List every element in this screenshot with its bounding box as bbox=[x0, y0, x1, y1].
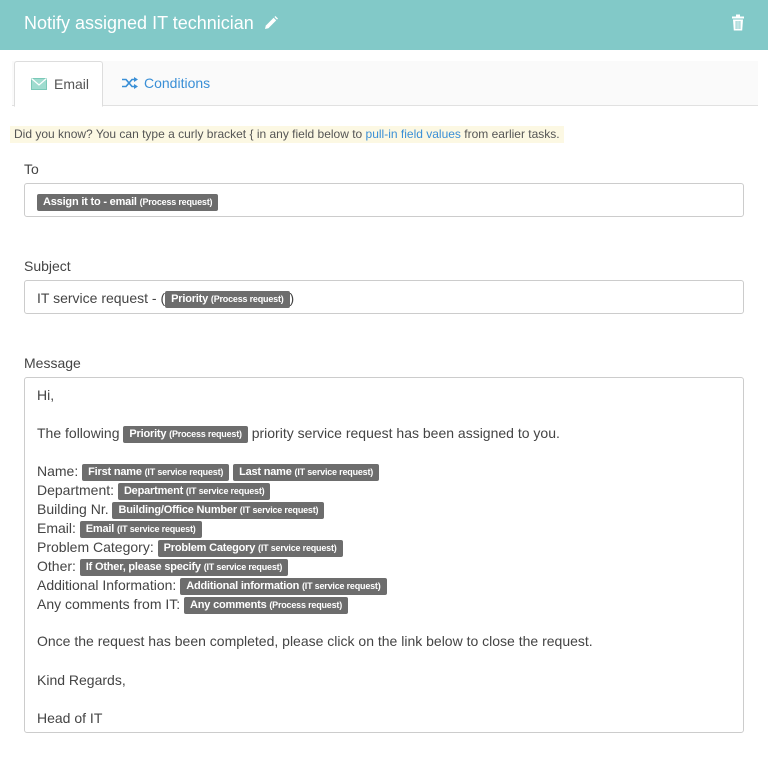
message-intro-after: priority service request has been assigned to you. bbox=[247, 425, 560, 441]
row-label: Any comments from IT: bbox=[37, 596, 181, 612]
row-label: Other: bbox=[37, 558, 76, 574]
tab-email-label: Email bbox=[54, 76, 90, 92]
hint-text-before: Did you know? You can type a curly bracket { in any field below to bbox=[14, 127, 366, 141]
tab-bar bbox=[12, 61, 758, 106]
message-signoff: Kind Regards, bbox=[37, 672, 126, 688]
tab-conditions-label: Conditions bbox=[144, 75, 211, 91]
message-field[interactable] bbox=[24, 377, 744, 733]
to-field[interactable] bbox=[24, 183, 744, 217]
tab-conditions[interactable] bbox=[122, 61, 232, 106]
field-token[interactable]: Assign it to - email (Process request) bbox=[37, 194, 218, 211]
field-token[interactable]: Any comments (Process request) bbox=[184, 597, 348, 614]
field-token[interactable]: First name (IT service request) bbox=[82, 464, 229, 481]
tab-email[interactable] bbox=[14, 61, 103, 107]
field-token[interactable]: Last name (IT service request) bbox=[233, 464, 379, 481]
field-token[interactable]: Email (IT service request) bbox=[80, 521, 202, 538]
field-token[interactable]: Priority (Process request) bbox=[123, 426, 247, 443]
row-label: Email: bbox=[37, 520, 76, 536]
subject-prefix: IT service request - ( bbox=[37, 290, 166, 306]
to-label: To bbox=[24, 161, 39, 177]
field-token[interactable]: Department (IT service request) bbox=[118, 483, 271, 500]
field-token[interactable]: If Other, please specify (IT service request) bbox=[80, 559, 288, 576]
task-header bbox=[0, 0, 768, 50]
task-title[interactable]: Notify assigned IT technician bbox=[24, 13, 254, 33]
message-intro-before: The following bbox=[37, 425, 124, 441]
row-label: Department: bbox=[37, 482, 115, 498]
subject-field[interactable] bbox=[24, 280, 744, 314]
field-token[interactable]: Additional information (IT service request) bbox=[180, 578, 386, 595]
field-token[interactable]: Priority (Process request) bbox=[165, 291, 289, 308]
hint-text-after: from earlier tasks. bbox=[460, 127, 560, 141]
subject-label: Subject bbox=[24, 258, 71, 274]
envelope-icon bbox=[31, 78, 47, 90]
message-greeting: Hi, bbox=[37, 387, 55, 403]
trash-icon[interactable] bbox=[730, 14, 746, 32]
row-label: Problem Category: bbox=[37, 539, 154, 555]
shuffle-icon bbox=[122, 77, 138, 89]
message-label: Message bbox=[24, 355, 81, 371]
message-closing-note: Once the request has been completed, please click on the link below to close the request. bbox=[37, 633, 593, 649]
subject-suffix: ) bbox=[289, 290, 295, 306]
pull-in-field-values-link[interactable]: pull-in field values bbox=[365, 127, 461, 141]
message-signature: Head of IT bbox=[37, 710, 103, 726]
row-label: Building Nr. bbox=[37, 501, 109, 517]
field-token[interactable]: Problem Category (IT service request) bbox=[158, 540, 343, 557]
field-values-hint bbox=[10, 126, 564, 143]
field-token[interactable]: Building/Office Number (IT service request) bbox=[112, 502, 324, 519]
pencil-icon[interactable] bbox=[263, 15, 279, 31]
row-label: Name: bbox=[37, 463, 79, 479]
row-label: Additional Information: bbox=[37, 577, 177, 593]
